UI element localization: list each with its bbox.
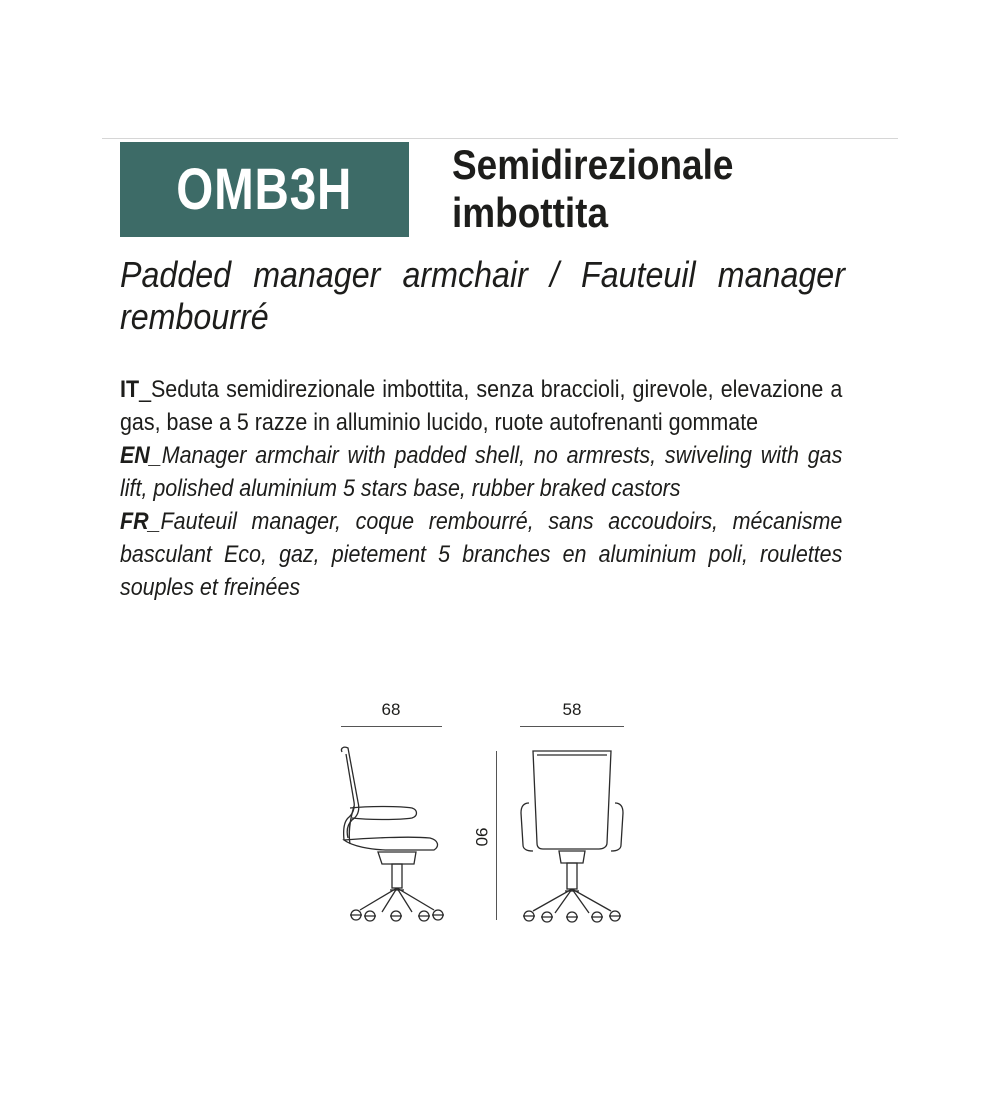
description-it [120, 373, 842, 439]
width-dimension-line [520, 726, 624, 727]
description-block [120, 373, 842, 604]
description-en-text: _Manager armchair with padded shell, no armrests, swiveling with gas lift, polished aluminium 5 stars base, rubber braked castors [120, 442, 843, 502]
chair-front-view-drawing [515, 745, 630, 930]
height-dimension-label: 90 [472, 827, 491, 847]
description-fr-text: _Fauteuil manager, coque rembourré, sans accoudoirs, mécanisme basculant Eco, gaz, pietement 5 branches en aluminium poli, roulettes souples et freinées [120, 508, 843, 601]
lang-tag-en: EN [120, 442, 150, 469]
description-en [120, 439, 842, 505]
lang-tag-fr: FR [120, 508, 149, 535]
description-fr [120, 505, 842, 604]
product-code-badge [120, 142, 409, 237]
title-line-1: Semidirezionale [452, 141, 734, 188]
top-divider [102, 138, 898, 139]
description-it-text: _Seduta semidirezionale imbottita, senza braccioli, girevole, elevazione a gas, base a 5 razze in alluminio lucido, ruote autofrenanti gommate [120, 376, 843, 436]
width-dimension-label: 58 [562, 700, 582, 719]
product-title [452, 141, 839, 237]
chair-side-view-drawing [330, 740, 460, 930]
height-dimension-line [496, 751, 497, 920]
depth-dimension-line [341, 726, 442, 727]
product-subtitle: Padded manager armchair / Fauteuil manager rembourré [120, 254, 845, 337]
title-line-2: imbottita [452, 189, 609, 236]
lang-tag-it: IT [120, 376, 140, 403]
product-code: OMB3H [176, 157, 353, 222]
depth-dimension-label: 68 [381, 700, 401, 719]
